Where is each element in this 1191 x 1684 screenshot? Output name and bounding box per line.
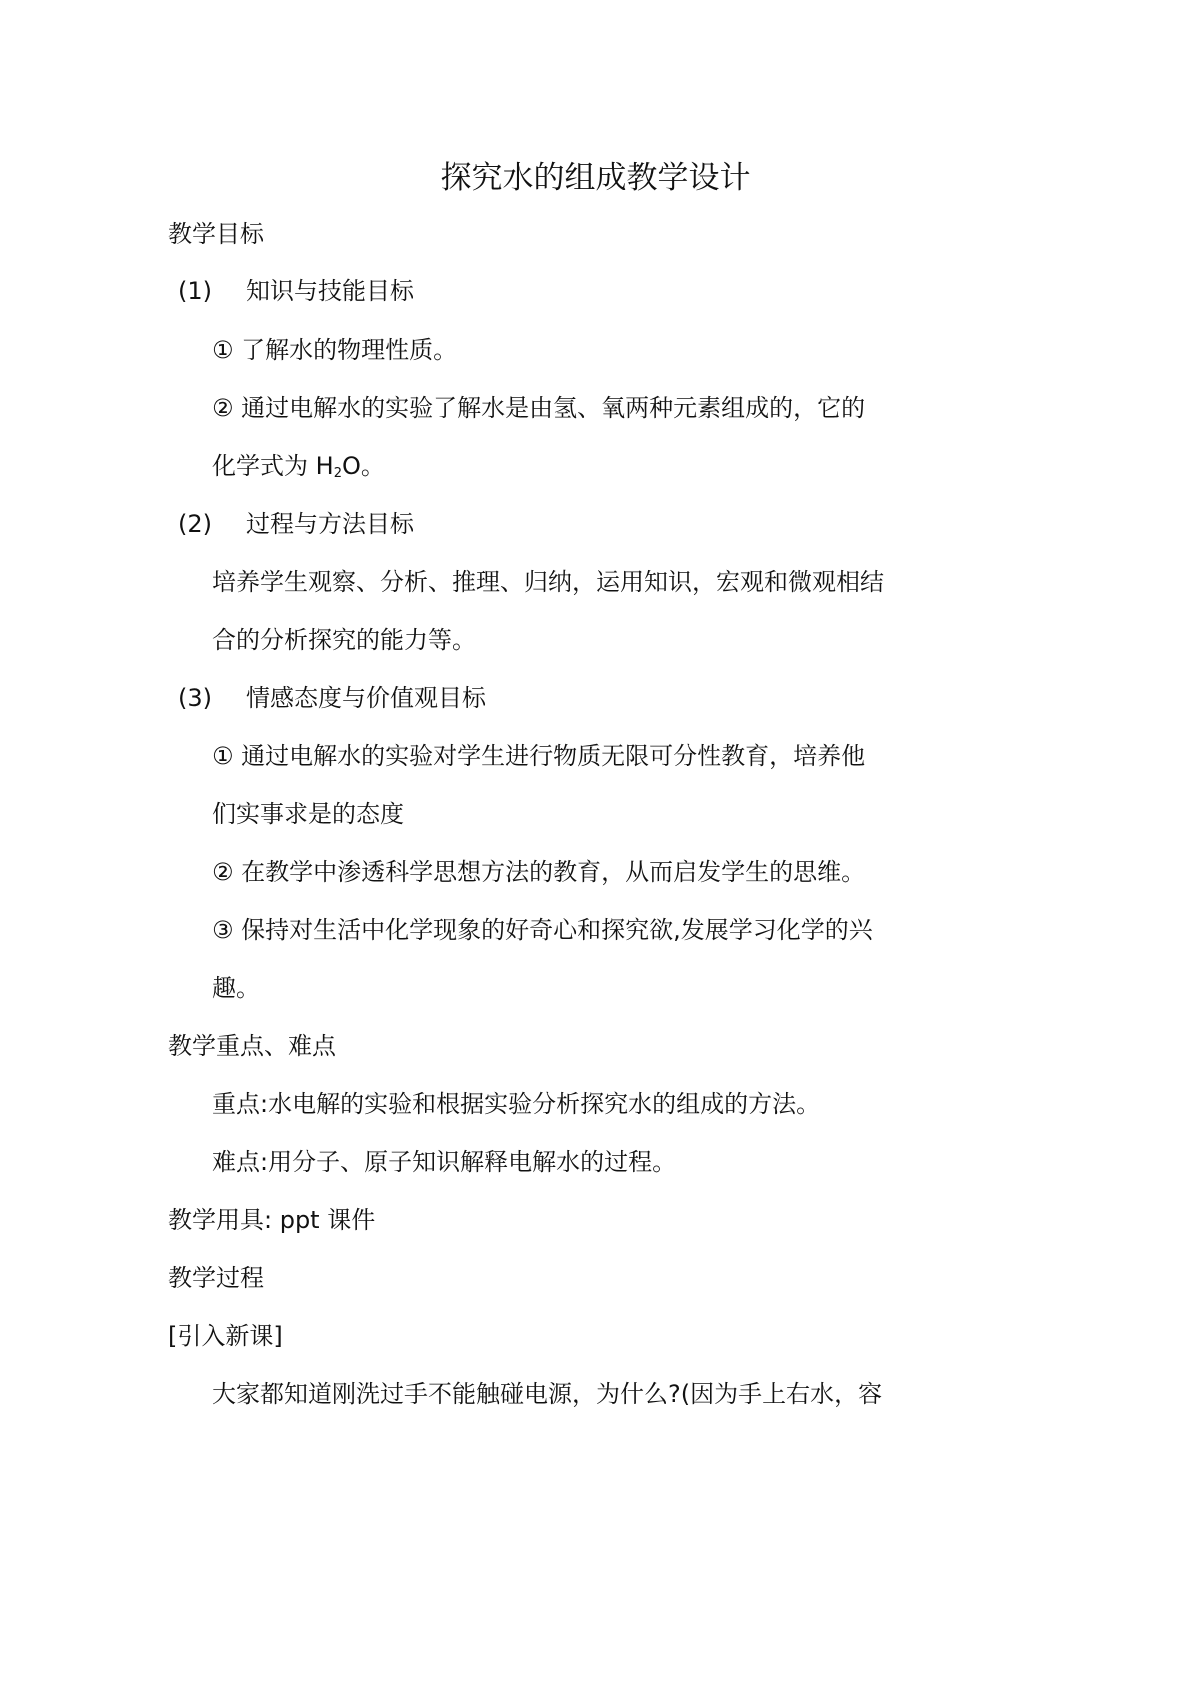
emotion-item: ③ 保持对生活中化学现象的好奇心和探究欲,发展学习化学的兴 bbox=[212, 916, 873, 944]
subheading-introduction: [引入新课] bbox=[168, 1322, 283, 1350]
subsection-number: (1) bbox=[178, 277, 212, 305]
subsection-label: 过程与方法目标 bbox=[246, 510, 414, 538]
key-point-line: 重点:水电解的实验和根据实验分析探究水的组成的方法。 bbox=[212, 1090, 821, 1118]
emotion-item: 们实事求是的态度 bbox=[212, 800, 404, 828]
paragraph-line: 大家都知道刚洗过手不能触碰电源，为什么?(因为手上右水，容 bbox=[212, 1380, 883, 1408]
document-title: 探究水的组成教学设计 bbox=[440, 160, 751, 196]
teaching-tools: 教学用具: ppt 课件 bbox=[168, 1206, 376, 1234]
knowledge-item: ① 了解水的物理性质。 bbox=[212, 336, 458, 364]
knowledge-item: ② 通过电解水的实验了解水是由氢、氧两种元素组成的，它的 bbox=[212, 394, 866, 422]
section-heading-process: 教学过程 bbox=[168, 1264, 264, 1292]
section-heading-objectives: 教学目标 bbox=[168, 220, 264, 248]
formula-prefix: 化学式为 H bbox=[212, 452, 334, 480]
subsection-number: (2) bbox=[178, 510, 212, 538]
subsection-number: (3) bbox=[178, 684, 212, 712]
subsection-knowledge bbox=[178, 273, 414, 309]
emotion-item: ② 在教学中渗透科学思想方法的教育，从而启发学生的思维。 bbox=[212, 858, 866, 886]
formula-suffix: O。 bbox=[341, 452, 385, 480]
subsection-label: 知识与技能目标 bbox=[246, 277, 414, 305]
subsection-process bbox=[178, 506, 414, 542]
emotion-item: 趣。 bbox=[212, 974, 260, 1002]
paragraph-line: 培养学生观察、分析、推理、归纳，运用知识，宏观和微观相结 bbox=[212, 568, 884, 596]
paragraph-line: 合的分析探究的能力等。 bbox=[212, 626, 476, 654]
emotion-item: ① 通过电解水的实验对学生进行物质无限可分性教育，培养他 bbox=[212, 742, 866, 770]
subsection-emotion bbox=[178, 680, 486, 716]
formula-line bbox=[212, 448, 385, 484]
difficulty-line: 难点:用分子、原子知识解释电解水的过程。 bbox=[212, 1148, 677, 1176]
section-heading-key-points: 教学重点、难点 bbox=[168, 1032, 336, 1060]
formula-subscript: 2 bbox=[333, 466, 342, 481]
subsection-label: 情感态度与价值观目标 bbox=[246, 684, 486, 712]
